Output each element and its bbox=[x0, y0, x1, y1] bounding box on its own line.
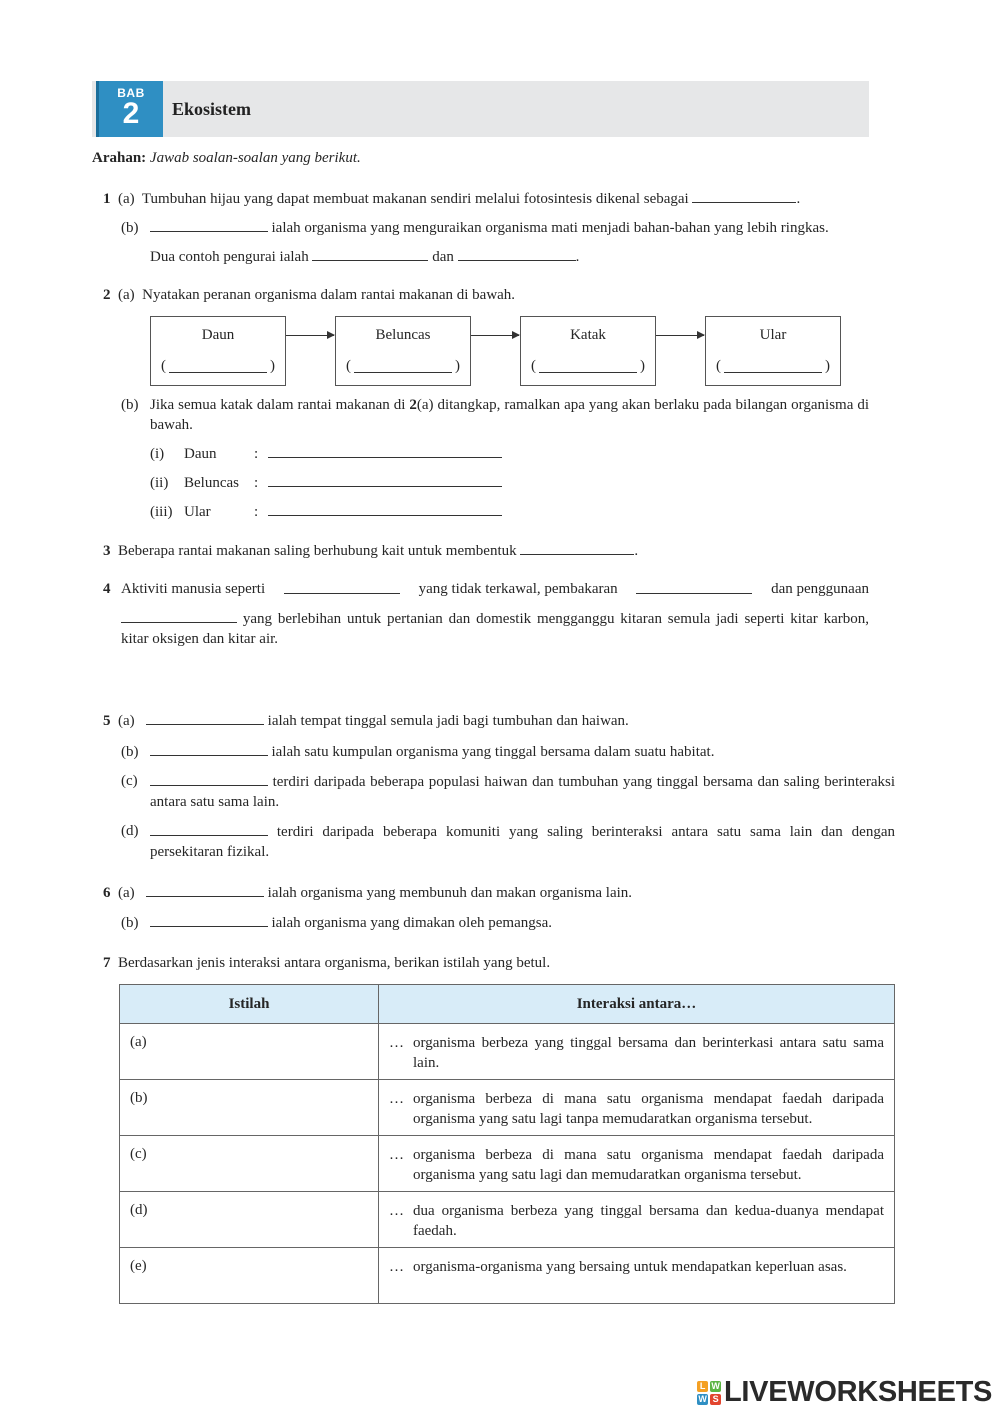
part-label: (b) bbox=[121, 220, 139, 236]
q2b-answer-blank[interactable] bbox=[268, 443, 502, 458]
part-label: (a) bbox=[118, 713, 135, 729]
q1b-answer-blank[interactable] bbox=[150, 217, 268, 232]
q1b-example2-blank[interactable] bbox=[458, 246, 576, 261]
food-chain-box-katak bbox=[520, 316, 656, 386]
role-answer[interactable]: ( ) bbox=[716, 358, 830, 374]
q2b-block bbox=[121, 395, 869, 435]
q3-line: 3 Beberapa rantai makanan saling berhubung kait untuk membentuk . bbox=[103, 540, 638, 561]
organism-name: Beluncas bbox=[375, 327, 431, 343]
q4-answer-blank-3[interactable] bbox=[121, 608, 237, 623]
description-cell: … organisma berbeza di mana satu organisma mendapat faedah daripada organisma yang satu lagi tanpa memudaratkan organisma tersebut. bbox=[379, 1080, 895, 1136]
table-row bbox=[120, 1192, 895, 1248]
question-number: 4 bbox=[103, 581, 111, 597]
term-cell[interactable]: (b) bbox=[120, 1080, 379, 1136]
q2b-answer-blank[interactable] bbox=[268, 501, 502, 516]
q1b-text: ialah organisma yang menguraikan organisma mati menjadi bahan-bahan yang lebih ringkas. bbox=[271, 220, 829, 236]
table-row bbox=[120, 1136, 895, 1192]
liveworksheets-logo-text: LIVEWORKSHEETS bbox=[724, 1376, 993, 1408]
q5a-line: 5 (a) ialah tempat tinggal semula jadi bagi tumbuhan dan haiwan. bbox=[103, 710, 629, 731]
role-answer-blank[interactable] bbox=[539, 372, 637, 373]
instruction-text: Jawab soalan-soalan yang berikut. bbox=[149, 150, 361, 166]
question-number: 6 bbox=[103, 885, 111, 901]
food-chain-box-beluncas bbox=[335, 316, 471, 386]
q6a-line: 6 (a) ialah organisma yang membunuh dan makan organisma lain. bbox=[103, 882, 632, 903]
chain-arrow-icon bbox=[471, 335, 519, 336]
role-answer[interactable]: ( ) bbox=[531, 358, 645, 374]
question-number: 5 bbox=[103, 713, 111, 729]
part-label: (b) bbox=[121, 397, 139, 413]
chapter-badge bbox=[96, 81, 163, 137]
q6b-answer-blank[interactable] bbox=[150, 912, 268, 927]
description-cell: … organisma berbeza yang tinggal bersama dan berinterkasi antara satu sama lain. bbox=[379, 1024, 895, 1080]
chapter-title: Ekosistem bbox=[172, 99, 252, 119]
part-label: (a) bbox=[118, 885, 135, 901]
chapter-badge-label: BAB bbox=[117, 86, 145, 100]
term-cell[interactable]: (c) bbox=[120, 1136, 379, 1192]
chain-arrow-icon bbox=[656, 335, 704, 336]
q5b-line: (b) ialah satu kumpulan organisma yang tinggal bersama dalam suatu habitat. bbox=[121, 741, 714, 762]
q1a-text: Tumbuhan hijau yang dapat membuat makanan sendiri melalui fotosintesis dikenal sebagai bbox=[141, 191, 689, 207]
table-row bbox=[120, 1248, 895, 1304]
q2b-item-beluncas: (ii) Beluncas : bbox=[150, 472, 502, 493]
question-number: 2 bbox=[103, 287, 111, 303]
organism-name: Ular bbox=[759, 327, 787, 343]
q1b2-line: Dua contoh pengurai ialah dan . bbox=[150, 246, 579, 267]
role-answer-blank[interactable] bbox=[724, 372, 822, 373]
q2b-text: Jika semua katak dalam rantai makanan di 2(a) ditangkap, ramalkan apa yang akan berlaku pada bilangan organisma di bawah. bbox=[150, 397, 870, 433]
q3-answer-blank[interactable] bbox=[520, 540, 634, 555]
table-header-row bbox=[120, 985, 895, 1024]
column-header-interaksi: Interaksi antara… bbox=[379, 985, 895, 1024]
q6b-line: (b) ialah organisma yang dimakan oleh pemangsa. bbox=[121, 912, 552, 933]
part-label: (c) bbox=[121, 773, 138, 789]
q1b2-and: dan bbox=[432, 249, 454, 265]
part-label: (b) bbox=[121, 744, 139, 760]
q1b-example1-blank[interactable] bbox=[312, 246, 428, 261]
q4-answer-blank-1[interactable] bbox=[284, 579, 400, 594]
description-cell: … organisma berbeza di mana satu organisma mendapat faedah daripada organisma yang satu lagi dan memudaratkan organisma tersebut. bbox=[379, 1136, 895, 1192]
question-number: 1 bbox=[103, 191, 111, 207]
chapter-number: 2 bbox=[122, 97, 140, 130]
column-header-istilah: Istilah bbox=[120, 985, 379, 1024]
q1b-line bbox=[121, 217, 829, 238]
q2b-item-ular: (iii) Ular : bbox=[150, 501, 502, 522]
food-chain-box-daun bbox=[150, 316, 286, 386]
instruction-label: Arahan: bbox=[92, 150, 147, 166]
table-row bbox=[120, 1024, 895, 1080]
part-label: (a) bbox=[118, 287, 135, 303]
organism-name: Katak bbox=[570, 327, 606, 343]
liveworksheets-logo[interactable] bbox=[697, 1376, 992, 1409]
q1a-line: 1 (a) Tumbuhan hijau yang dapat membuat makanan sendiri melalui fotosintesis dikenal sebagai . bbox=[103, 188, 800, 209]
chain-arrow-icon bbox=[286, 335, 334, 336]
role-answer[interactable]: ( ) bbox=[161, 358, 275, 374]
q2a-line bbox=[103, 285, 515, 305]
q5b-answer-blank[interactable] bbox=[150, 741, 268, 756]
description-cell: … organisma-organisma yang bersaing untuk mendapatkan keperluan asas. bbox=[379, 1248, 895, 1304]
part-label: (a) bbox=[118, 191, 135, 207]
term-cell[interactable]: (d) bbox=[120, 1192, 379, 1248]
q5c-block: (c) terdiri daripada beberapa populasi haiwan dan tumbuhan yang tinggal bersama dan saling berinteraksi antara satu sama lain. bbox=[121, 773, 895, 810]
term-cell[interactable]: (e) bbox=[120, 1248, 379, 1304]
q7-line: 7 Berdasarkan jenis interaksi antara organisma, berikan istilah yang betul. bbox=[103, 955, 551, 971]
instruction bbox=[92, 150, 361, 167]
liveworksheets-logo-icon: L W W S bbox=[698, 1380, 720, 1404]
q5d-block: (d) terdiri daripada beberapa komuniti yang saling berinteraksi antara satu sama lain dan dengan persekitaran fizikal. bbox=[121, 823, 895, 860]
q2b-answer-blank[interactable] bbox=[268, 472, 502, 487]
q2a-text: Nyatakan peranan organisma dalam rantai makanan di bawah. bbox=[142, 287, 516, 303]
interaction-table bbox=[119, 984, 895, 1304]
q5c-answer-blank[interactable] bbox=[150, 771, 268, 786]
question-number: 7 bbox=[103, 955, 111, 971]
q6a-answer-blank[interactable] bbox=[146, 882, 264, 897]
term-cell[interactable]: (a) bbox=[120, 1024, 379, 1080]
table-row bbox=[120, 1080, 895, 1136]
role-answer[interactable]: ( ) bbox=[346, 358, 460, 374]
q4-block: 4 Aktiviti manusia seperti yang tidak terkawal, pembakaran dan penggunaan yang berlebihan untuk pertanian dan domestik mengganggu kitaran semula jadi seperti kitar karbon, kitar oksigen dan kitar air. bbox=[103, 581, 869, 647]
q3-text: Beberapa rantai makanan saling berhubung kait untuk membentuk bbox=[118, 543, 517, 559]
food-chain-box-ular bbox=[705, 316, 841, 386]
question-number: 3 bbox=[103, 543, 111, 559]
q4-answer-blank-2[interactable] bbox=[636, 579, 752, 594]
role-answer-blank[interactable] bbox=[169, 372, 267, 373]
q2b-item-daun: (i) Daun : bbox=[150, 443, 502, 464]
part-label: (d) bbox=[121, 823, 139, 839]
organism-name: Daun bbox=[201, 327, 235, 343]
q1a-answer-blank[interactable] bbox=[692, 188, 796, 203]
q5d-answer-blank[interactable] bbox=[150, 821, 268, 836]
description-cell: … dua organisma berbeza yang tinggal bersama dan kedua-duanya mendapat faedah. bbox=[379, 1192, 895, 1248]
part-label: (b) bbox=[121, 915, 139, 931]
q1b2-text: Dua contoh pengurai ialah bbox=[150, 249, 309, 265]
q5a-answer-blank[interactable] bbox=[146, 710, 264, 725]
role-answer-blank[interactable] bbox=[354, 372, 452, 373]
